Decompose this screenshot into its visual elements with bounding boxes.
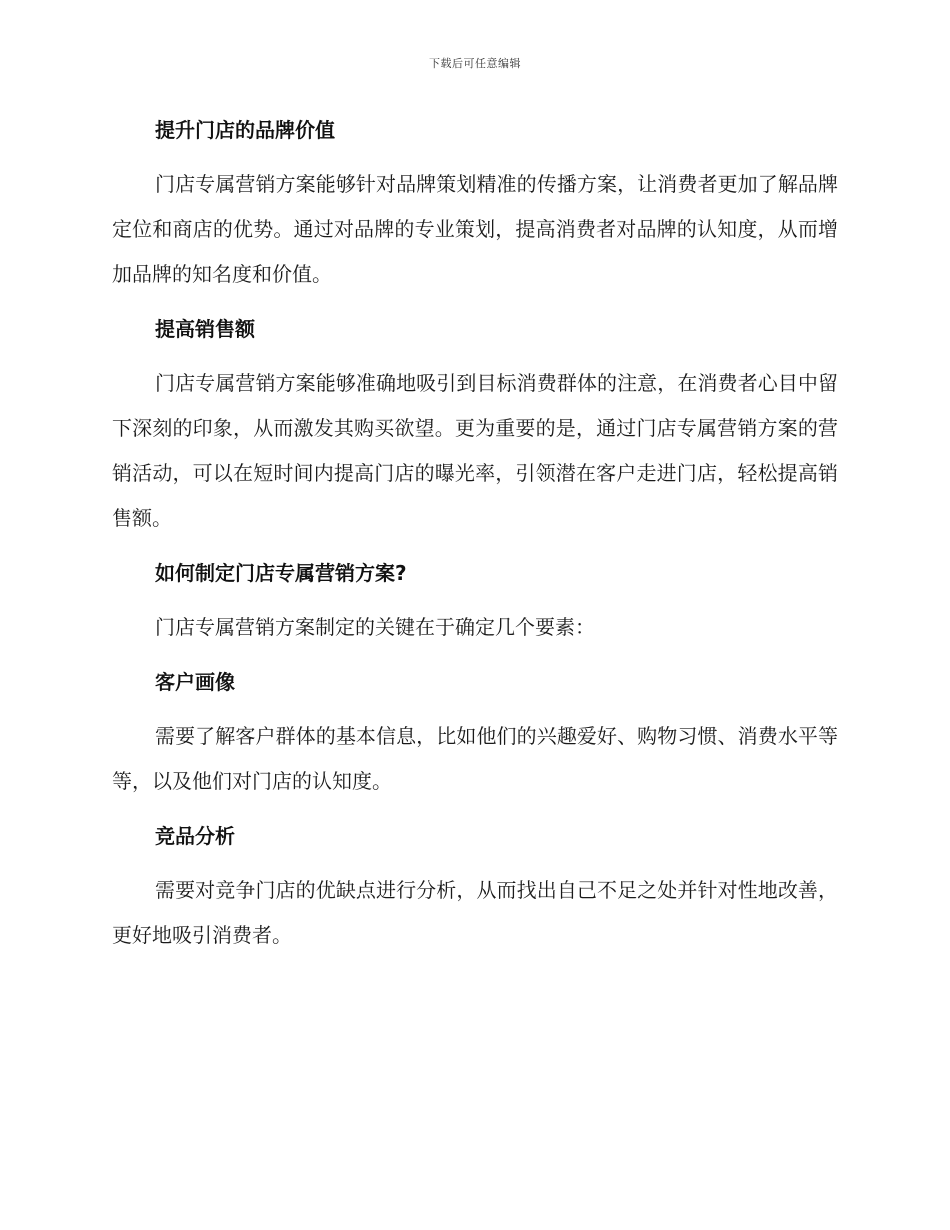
paragraph-competitor-analysis: 需要对竞争门店的优缺点进行分析，从而找出自己不足之处并针对性地改善，更好地吸引消费者。 xyxy=(112,878,838,947)
section-heading-brand-value: 提升门店的品牌价值 xyxy=(155,118,335,142)
paragraph-brand-value: 门店专属营销方案能够针对品牌策划精准的传播方案，让消费者更加了解品牌定位和商店的优势。通过对品牌的专业策划，提高消费者对品牌的认知度，从而增加品牌的知名度和价值。 xyxy=(112,172,838,286)
section-heading-sales: 提高销售额 xyxy=(155,317,255,341)
paragraph-customer-profile: 需要了解客户群体的基本信息，比如他们的兴趣爱好、购物习惯、消费水平等等，以及他们对门店的认知度。 xyxy=(112,724,838,793)
document-body xyxy=(112,108,838,968)
section-heading-competitor-analysis: 竞品分析 xyxy=(155,824,235,848)
section-heading-customer-profile: 客户画像 xyxy=(155,670,235,694)
section-heading-how-to: 如何制定门店专属营销方案? xyxy=(155,561,407,585)
page-header: 下载后可任意编辑 xyxy=(429,57,521,70)
paragraph-sales: 门店专属营销方案能够准确地吸引到目标消费群体的注意，在消费者心目中留下深刻的印象，从而激发其购买欲望。更为重要的是，通过门店专属营销方案的营销活动，可以在短时间内提高门店的曝光率，引领潜在客户走进门店，轻松提高销售额。 xyxy=(112,371,838,530)
paragraph-how-to: 门店专属营销方案制定的关键在于确定几个要素： xyxy=(155,615,595,639)
